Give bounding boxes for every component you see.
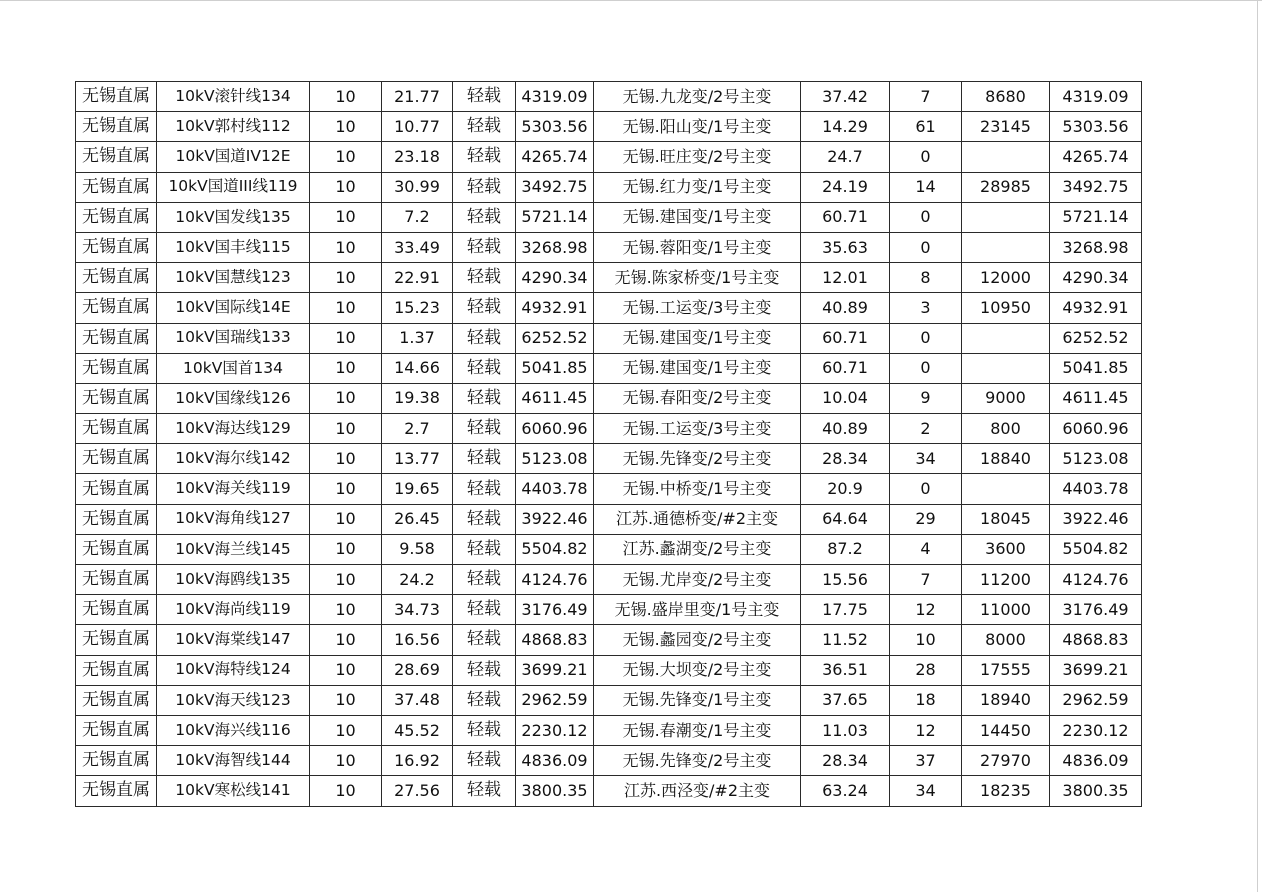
line-name-cell: 10kV国慧线123 <box>157 263 310 293</box>
available-capacity-cell: 4836.09 <box>516 746 594 776</box>
feeder-load-table <box>75 81 1142 807</box>
line-name-cell: 10kV滚针线134 <box>157 82 310 112</box>
table-row <box>76 776 1142 806</box>
remaining-capacity-cell: 4836.09 <box>1050 746 1142 776</box>
available-capacity-cell: 2230.12 <box>516 715 594 745</box>
remaining-capacity-cell: 3492.75 <box>1050 172 1142 202</box>
line-name-cell: 10kV寒松线141 <box>157 776 310 806</box>
remaining-capacity-cell: 3699.21 <box>1050 655 1142 685</box>
load-status-cell: 轻载 <box>453 202 516 232</box>
load-rate-cell: 22.91 <box>382 263 453 293</box>
voltage-cell: 10 <box>310 142 382 172</box>
unit-cell: 无锡直属 <box>76 625 157 655</box>
available-capacity-cell: 4932.91 <box>516 293 594 323</box>
remaining-capacity-cell: 6252.52 <box>1050 323 1142 353</box>
voltage-cell: 10 <box>310 323 382 353</box>
unit-cell: 无锡直属 <box>76 534 157 564</box>
unit-cell: 无锡直属 <box>76 172 157 202</box>
load-rate-cell: 14.66 <box>382 353 453 383</box>
substation-transformer-cell: 江苏.西泾变/#2主变 <box>594 776 801 806</box>
load-status-cell: 轻载 <box>453 112 516 142</box>
transformer-load-cell: 60.71 <box>801 353 890 383</box>
table-row <box>76 293 1142 323</box>
load-status-cell: 轻载 <box>453 263 516 293</box>
available-capacity-cell: 4319.09 <box>516 82 594 112</box>
load-status-cell: 轻载 <box>453 444 516 474</box>
remaining-capacity-cell: 3922.46 <box>1050 504 1142 534</box>
unit-cell: 无锡直属 <box>76 142 157 172</box>
available-capacity-cell: 4265.74 <box>516 142 594 172</box>
line-name-cell: 10kV海特线124 <box>157 655 310 685</box>
substation-transformer-cell: 无锡.大坝变/2号主变 <box>594 655 801 685</box>
substation-transformer-cell: 无锡.蓉阳变/1号主变 <box>594 232 801 262</box>
remaining-capacity-cell: 5123.08 <box>1050 444 1142 474</box>
transformer-load-cell: 60.71 <box>801 323 890 353</box>
unit-cell: 无锡直属 <box>76 715 157 745</box>
user-capacity-cell: 10950 <box>962 293 1050 323</box>
load-rate-cell: 27.56 <box>382 776 453 806</box>
table-row <box>76 202 1142 232</box>
voltage-cell: 10 <box>310 474 382 504</box>
transformer-load-cell: 14.29 <box>801 112 890 142</box>
user-capacity-cell: 18235 <box>962 776 1050 806</box>
load-rate-cell: 16.92 <box>382 746 453 776</box>
voltage-cell: 10 <box>310 353 382 383</box>
available-capacity-cell: 3492.75 <box>516 172 594 202</box>
load-rate-cell: 13.77 <box>382 444 453 474</box>
load-rate-cell: 45.52 <box>382 715 453 745</box>
load-status-cell: 轻载 <box>453 172 516 202</box>
user-count-cell: 37 <box>890 746 962 776</box>
user-capacity-cell: 11200 <box>962 565 1050 595</box>
transformer-load-cell: 20.9 <box>801 474 890 504</box>
user-capacity-cell: 17555 <box>962 655 1050 685</box>
user-count-cell: 4 <box>890 534 962 564</box>
table-row <box>76 595 1142 625</box>
user-capacity-cell <box>962 323 1050 353</box>
unit-cell: 无锡直属 <box>76 685 157 715</box>
load-rate-cell: 28.69 <box>382 655 453 685</box>
line-name-cell: 10kV海兰线145 <box>157 534 310 564</box>
table-row <box>76 414 1142 444</box>
load-rate-cell: 37.48 <box>382 685 453 715</box>
user-count-cell: 0 <box>890 353 962 383</box>
load-status-cell: 轻载 <box>453 565 516 595</box>
transformer-load-cell: 63.24 <box>801 776 890 806</box>
table-row <box>76 655 1142 685</box>
voltage-cell: 10 <box>310 625 382 655</box>
voltage-cell: 10 <box>310 746 382 776</box>
substation-transformer-cell: 无锡.中桥变/1号主变 <box>594 474 801 504</box>
voltage-cell: 10 <box>310 534 382 564</box>
remaining-capacity-cell: 2962.59 <box>1050 685 1142 715</box>
user-capacity-cell <box>962 142 1050 172</box>
transformer-load-cell: 40.89 <box>801 414 890 444</box>
user-count-cell: 18 <box>890 685 962 715</box>
substation-transformer-cell: 无锡.先锋变/2号主变 <box>594 746 801 776</box>
line-name-cell: 10kV海关线119 <box>157 474 310 504</box>
voltage-cell: 10 <box>310 715 382 745</box>
user-count-cell: 2 <box>890 414 962 444</box>
remaining-capacity-cell: 5041.85 <box>1050 353 1142 383</box>
table-row <box>76 142 1142 172</box>
user-count-cell: 7 <box>890 565 962 595</box>
load-rate-cell: 9.58 <box>382 534 453 564</box>
voltage-cell: 10 <box>310 595 382 625</box>
user-capacity-cell: 3600 <box>962 534 1050 564</box>
user-capacity-cell <box>962 474 1050 504</box>
unit-cell: 无锡直属 <box>76 474 157 504</box>
table-row <box>76 323 1142 353</box>
substation-transformer-cell: 无锡.尤岸变/2号主变 <box>594 565 801 595</box>
table-row <box>76 263 1142 293</box>
user-count-cell: 0 <box>890 474 962 504</box>
substation-transformer-cell: 无锡.春潮变/1号主变 <box>594 715 801 745</box>
user-capacity-cell: 18045 <box>962 504 1050 534</box>
available-capacity-cell: 3268.98 <box>516 232 594 262</box>
voltage-cell: 10 <box>310 685 382 715</box>
user-capacity-cell <box>962 232 1050 262</box>
substation-transformer-cell: 无锡.春阳变/2号主变 <box>594 383 801 413</box>
available-capacity-cell: 6252.52 <box>516 323 594 353</box>
line-name-cell: 10kV郭村线112 <box>157 112 310 142</box>
available-capacity-cell: 4403.78 <box>516 474 594 504</box>
remaining-capacity-cell: 4932.91 <box>1050 293 1142 323</box>
available-capacity-cell: 3699.21 <box>516 655 594 685</box>
available-capacity-cell: 5123.08 <box>516 444 594 474</box>
user-count-cell: 61 <box>890 112 962 142</box>
user-count-cell: 14 <box>890 172 962 202</box>
user-count-cell: 3 <box>890 293 962 323</box>
unit-cell: 无锡直属 <box>76 595 157 625</box>
transformer-load-cell: 28.34 <box>801 746 890 776</box>
user-count-cell: 12 <box>890 595 962 625</box>
load-rate-cell: 21.77 <box>382 82 453 112</box>
line-name-cell: 10kV海尔线142 <box>157 444 310 474</box>
line-name-cell: 10kV国首134 <box>157 353 310 383</box>
substation-transformer-cell: 无锡.盛岸里变/1号主变 <box>594 595 801 625</box>
user-capacity-cell <box>962 353 1050 383</box>
remaining-capacity-cell: 2230.12 <box>1050 715 1142 745</box>
load-status-cell: 轻载 <box>453 383 516 413</box>
voltage-cell: 10 <box>310 172 382 202</box>
line-name-cell: 10kV海兴线116 <box>157 715 310 745</box>
transformer-load-cell: 10.04 <box>801 383 890 413</box>
transformer-load-cell: 60.71 <box>801 202 890 232</box>
load-status-cell: 轻载 <box>453 625 516 655</box>
remaining-capacity-cell: 3176.49 <box>1050 595 1142 625</box>
substation-transformer-cell: 无锡.建国变/1号主变 <box>594 353 801 383</box>
user-count-cell: 29 <box>890 504 962 534</box>
table-row <box>76 232 1142 262</box>
load-rate-cell: 33.49 <box>382 232 453 262</box>
remaining-capacity-cell: 4290.34 <box>1050 263 1142 293</box>
substation-transformer-cell: 无锡.工运变/3号主变 <box>594 414 801 444</box>
table-row <box>76 565 1142 595</box>
table-row <box>76 474 1142 504</box>
voltage-cell: 10 <box>310 414 382 444</box>
substation-transformer-cell: 江苏.通德桥变/#2主变 <box>594 504 801 534</box>
unit-cell: 无锡直属 <box>76 383 157 413</box>
table-row <box>76 625 1142 655</box>
voltage-cell: 10 <box>310 776 382 806</box>
user-capacity-cell: 9000 <box>962 383 1050 413</box>
unit-cell: 无锡直属 <box>76 112 157 142</box>
transformer-load-cell: 24.7 <box>801 142 890 172</box>
user-capacity-cell <box>962 202 1050 232</box>
user-count-cell: 0 <box>890 232 962 262</box>
table-body <box>76 82 1142 807</box>
line-name-cell: 10kV海鸥线135 <box>157 565 310 595</box>
voltage-cell: 10 <box>310 112 382 142</box>
load-status-cell: 轻载 <box>453 685 516 715</box>
unit-cell: 无锡直属 <box>76 776 157 806</box>
table-row <box>76 383 1142 413</box>
transformer-load-cell: 11.03 <box>801 715 890 745</box>
load-rate-cell: 30.99 <box>382 172 453 202</box>
transformer-load-cell: 36.51 <box>801 655 890 685</box>
line-name-cell: 10kV国瑞线133 <box>157 323 310 353</box>
load-status-cell: 轻载 <box>453 534 516 564</box>
user-count-cell: 0 <box>890 323 962 353</box>
transformer-load-cell: 11.52 <box>801 625 890 655</box>
load-rate-cell: 15.23 <box>382 293 453 323</box>
load-status-cell: 轻载 <box>453 776 516 806</box>
table-row <box>76 82 1142 112</box>
user-capacity-cell: 28985 <box>962 172 1050 202</box>
line-name-cell: 10kV海棠线147 <box>157 625 310 655</box>
table-row <box>76 534 1142 564</box>
line-name-cell: 10kV国缘线126 <box>157 383 310 413</box>
load-rate-cell: 10.77 <box>382 112 453 142</box>
load-status-cell: 轻载 <box>453 293 516 323</box>
user-count-cell: 12 <box>890 715 962 745</box>
load-status-cell: 轻载 <box>453 746 516 776</box>
voltage-cell: 10 <box>310 383 382 413</box>
user-count-cell: 0 <box>890 202 962 232</box>
unit-cell: 无锡直属 <box>76 655 157 685</box>
load-rate-cell: 24.2 <box>382 565 453 595</box>
available-capacity-cell: 6060.96 <box>516 414 594 444</box>
voltage-cell: 10 <box>310 202 382 232</box>
load-rate-cell: 19.38 <box>382 383 453 413</box>
line-name-cell: 10kV海天线123 <box>157 685 310 715</box>
available-capacity-cell: 3922.46 <box>516 504 594 534</box>
unit-cell: 无锡直属 <box>76 444 157 474</box>
load-status-cell: 轻载 <box>453 655 516 685</box>
user-capacity-cell: 23145 <box>962 112 1050 142</box>
transformer-load-cell: 17.75 <box>801 595 890 625</box>
line-name-cell: 10kV国际线14E <box>157 293 310 323</box>
transformer-load-cell: 87.2 <box>801 534 890 564</box>
load-status-cell: 轻载 <box>453 595 516 625</box>
remaining-capacity-cell: 5504.82 <box>1050 534 1142 564</box>
line-name-cell: 10kV海达线129 <box>157 414 310 444</box>
load-rate-cell: 16.56 <box>382 625 453 655</box>
voltage-cell: 10 <box>310 565 382 595</box>
load-status-cell: 轻载 <box>453 142 516 172</box>
load-rate-cell: 34.73 <box>382 595 453 625</box>
table-row <box>76 715 1142 745</box>
remaining-capacity-cell: 6060.96 <box>1050 414 1142 444</box>
unit-cell: 无锡直属 <box>76 353 157 383</box>
unit-cell: 无锡直属 <box>76 293 157 323</box>
user-count-cell: 9 <box>890 383 962 413</box>
remaining-capacity-cell: 3268.98 <box>1050 232 1142 262</box>
transformer-load-cell: 37.42 <box>801 82 890 112</box>
line-name-cell: 10kV国道III线119 <box>157 172 310 202</box>
transformer-load-cell: 12.01 <box>801 263 890 293</box>
line-name-cell: 10kV国发线135 <box>157 202 310 232</box>
user-count-cell: 0 <box>890 142 962 172</box>
unit-cell: 无锡直属 <box>76 232 157 262</box>
remaining-capacity-cell: 5303.56 <box>1050 112 1142 142</box>
remaining-capacity-cell: 4611.45 <box>1050 383 1142 413</box>
voltage-cell: 10 <box>310 655 382 685</box>
line-name-cell: 10kV海角线127 <box>157 504 310 534</box>
substation-transformer-cell: 江苏.蠡湖变/2号主变 <box>594 534 801 564</box>
remaining-capacity-cell: 4265.74 <box>1050 142 1142 172</box>
table-row <box>76 112 1142 142</box>
unit-cell: 无锡直属 <box>76 504 157 534</box>
load-rate-cell: 1.37 <box>382 323 453 353</box>
remaining-capacity-cell: 4319.09 <box>1050 82 1142 112</box>
remaining-capacity-cell: 3800.35 <box>1050 776 1142 806</box>
unit-cell: 无锡直属 <box>76 323 157 353</box>
line-name-cell: 10kV国丰线115 <box>157 232 310 262</box>
substation-transformer-cell: 无锡.九龙变/2号主变 <box>594 82 801 112</box>
user-capacity-cell: 18940 <box>962 685 1050 715</box>
table-row <box>76 504 1142 534</box>
voltage-cell: 10 <box>310 82 382 112</box>
user-capacity-cell: 11000 <box>962 595 1050 625</box>
substation-transformer-cell: 无锡.旺庄变/2号主变 <box>594 142 801 172</box>
remaining-capacity-cell: 4124.76 <box>1050 565 1142 595</box>
available-capacity-cell: 5041.85 <box>516 353 594 383</box>
transformer-load-cell: 64.64 <box>801 504 890 534</box>
transformer-load-cell: 15.56 <box>801 565 890 595</box>
user-count-cell: 10 <box>890 625 962 655</box>
substation-transformer-cell: 无锡.陈家桥变/1号主变 <box>594 263 801 293</box>
unit-cell: 无锡直属 <box>76 746 157 776</box>
available-capacity-cell: 4611.45 <box>516 383 594 413</box>
remaining-capacity-cell: 4403.78 <box>1050 474 1142 504</box>
transformer-load-cell: 24.19 <box>801 172 890 202</box>
user-count-cell: 34 <box>890 444 962 474</box>
load-rate-cell: 23.18 <box>382 142 453 172</box>
table-row <box>76 746 1142 776</box>
line-name-cell: 10kV海智线144 <box>157 746 310 776</box>
user-capacity-cell: 14450 <box>962 715 1050 745</box>
substation-transformer-cell: 无锡.工运变/3号主变 <box>594 293 801 323</box>
user-count-cell: 28 <box>890 655 962 685</box>
table-row <box>76 685 1142 715</box>
available-capacity-cell: 3800.35 <box>516 776 594 806</box>
voltage-cell: 10 <box>310 504 382 534</box>
substation-transformer-cell: 无锡.阳山变/1号主变 <box>594 112 801 142</box>
remaining-capacity-cell: 5721.14 <box>1050 202 1142 232</box>
load-status-cell: 轻载 <box>453 715 516 745</box>
load-status-cell: 轻载 <box>453 474 516 504</box>
page-top-rule <box>0 0 1262 1</box>
unit-cell: 无锡直属 <box>76 414 157 444</box>
available-capacity-cell: 5721.14 <box>516 202 594 232</box>
substation-transformer-cell: 无锡.红力变/1号主变 <box>594 172 801 202</box>
transformer-load-cell: 35.63 <box>801 232 890 262</box>
substation-transformer-cell: 无锡.先锋变/1号主变 <box>594 685 801 715</box>
substation-transformer-cell: 无锡.建国变/1号主变 <box>594 202 801 232</box>
voltage-cell: 10 <box>310 444 382 474</box>
unit-cell: 无锡直属 <box>76 263 157 293</box>
available-capacity-cell: 3176.49 <box>516 595 594 625</box>
line-name-cell: 10kV海尚线119 <box>157 595 310 625</box>
table-row <box>76 444 1142 474</box>
table-row <box>76 172 1142 202</box>
user-capacity-cell: 8680 <box>962 82 1050 112</box>
voltage-cell: 10 <box>310 263 382 293</box>
load-rate-cell: 2.7 <box>382 414 453 444</box>
load-status-cell: 轻载 <box>453 504 516 534</box>
available-capacity-cell: 5303.56 <box>516 112 594 142</box>
transformer-load-cell: 37.65 <box>801 685 890 715</box>
user-count-cell: 7 <box>890 82 962 112</box>
user-count-cell: 8 <box>890 263 962 293</box>
available-capacity-cell: 4868.83 <box>516 625 594 655</box>
unit-cell: 无锡直属 <box>76 202 157 232</box>
unit-cell: 无锡直属 <box>76 565 157 595</box>
remaining-capacity-cell: 4868.83 <box>1050 625 1142 655</box>
load-status-cell: 轻载 <box>453 323 516 353</box>
user-capacity-cell: 12000 <box>962 263 1050 293</box>
available-capacity-cell: 4124.76 <box>516 565 594 595</box>
load-rate-cell: 7.2 <box>382 202 453 232</box>
transformer-load-cell: 40.89 <box>801 293 890 323</box>
substation-transformer-cell: 无锡.先锋变/2号主变 <box>594 444 801 474</box>
available-capacity-cell: 5504.82 <box>516 534 594 564</box>
substation-transformer-cell: 无锡.蠡园变/2号主变 <box>594 625 801 655</box>
substation-transformer-cell: 无锡.建国变/1号主变 <box>594 323 801 353</box>
user-capacity-cell: 8000 <box>962 625 1050 655</box>
voltage-cell: 10 <box>310 293 382 323</box>
line-name-cell: 10kV国道IV12E <box>157 142 310 172</box>
load-status-cell: 轻载 <box>453 353 516 383</box>
load-status-cell: 轻载 <box>453 82 516 112</box>
page-right-rule <box>1257 0 1258 892</box>
user-capacity-cell: 800 <box>962 414 1050 444</box>
table-row <box>76 353 1142 383</box>
user-capacity-cell: 18840 <box>962 444 1050 474</box>
load-rate-cell: 26.45 <box>382 504 453 534</box>
load-status-cell: 轻载 <box>453 414 516 444</box>
transformer-load-cell: 28.34 <box>801 444 890 474</box>
user-count-cell: 34 <box>890 776 962 806</box>
user-capacity-cell: 27970 <box>962 746 1050 776</box>
available-capacity-cell: 2962.59 <box>516 685 594 715</box>
unit-cell: 无锡直属 <box>76 82 157 112</box>
voltage-cell: 10 <box>310 232 382 262</box>
load-rate-cell: 19.65 <box>382 474 453 504</box>
load-status-cell: 轻载 <box>453 232 516 262</box>
available-capacity-cell: 4290.34 <box>516 263 594 293</box>
